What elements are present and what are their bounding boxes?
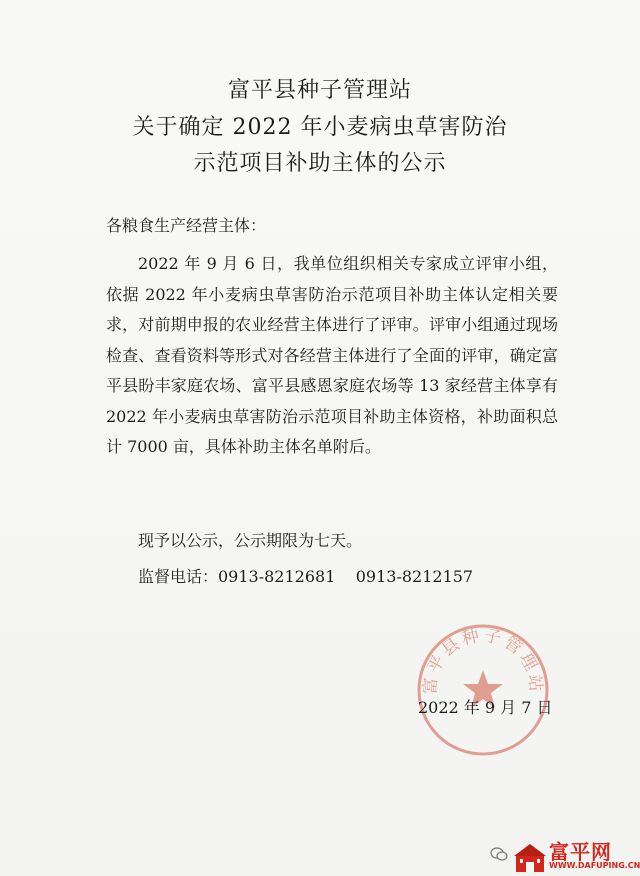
salutation: 各粮食生产经营主体： — [106, 216, 267, 235]
notice-text: 现予以公示，公示期限为七天。 — [138, 531, 363, 550]
title-line-2: 关于确定 2022 年小麦病虫草害防治 — [132, 115, 508, 140]
title-line-1: 富平县种子管理站 — [227, 78, 412, 103]
svg-text:富平县种子管理站: 富平县种子管理站 — [420, 625, 546, 696]
watermark-site-url: WWW.DAFUPING.CN — [549, 861, 640, 870]
supervision-phone: 监督电话：0913-8212681 0913-8212157 — [138, 567, 474, 586]
watermark-site-name: 富平网 — [549, 840, 612, 864]
gate-tower-logo-icon — [512, 838, 548, 874]
wechat-icon — [490, 846, 508, 862]
official-seal-icon — [413, 620, 553, 760]
document-date: 2022 年 9 月 7 日 — [418, 698, 553, 717]
title-line-3: 示范项目补助主体的公示 — [193, 151, 447, 176]
body-paragraph: 2022 年 9 月 6 日，我单位组织相关专家成立评审小组，依据 2022 年小麦病虫草害防治示范项目补助主体认定相关要求，对前期申报的农业经营主体进行了评审。评审小组通过现场检查、查看资料等形式对各经营主体进行了全面的评审，确定富平县盼丰家庭农场、富平县感恩家庭农场等 13 家经营主体享有 2022 年小麦病虫草害防治示范项目补助主体资格，补助面积总计 7000 亩，具体补助主体名单附后。 — [106, 254, 558, 456]
